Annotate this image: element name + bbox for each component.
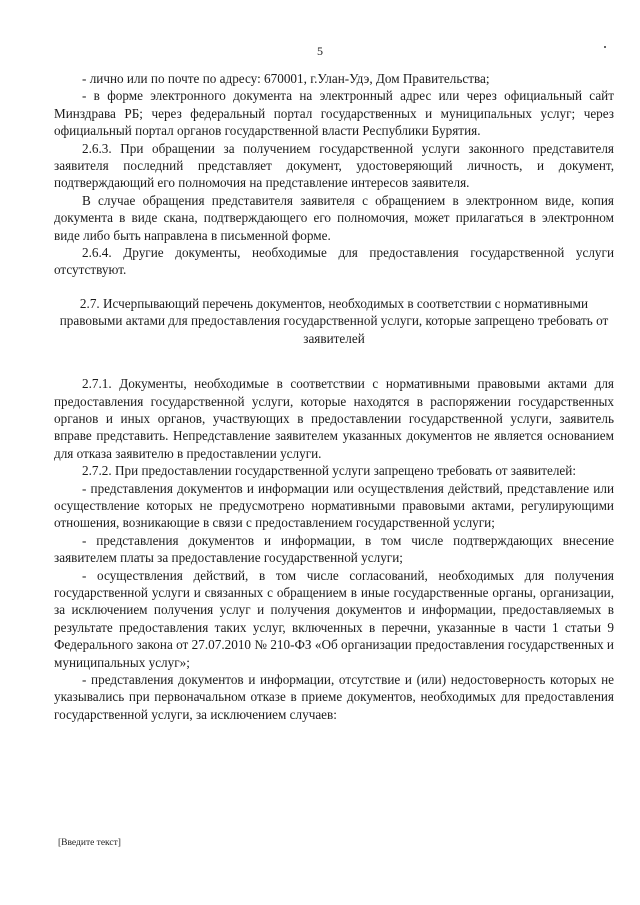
document-body [54, 70, 614, 723]
paragraph-2-7-1: 2.7.1. Документы, необходимые в соответствии с нормативными правовыми актами для предоставления государственной услуги, которые находятся в распоряжении государственных органов и иных органов, участвующих в предоставлении государственной услуги, заявитель вправе представить. Непредставление заявителем указанных документов не является основанием для отказа заявителю в предоставлении услуги. [54, 376, 614, 461]
list-item-prohibited-1: - представления документов и информации или осуществления действий, представление или осуществление которых не предусмотрено нормативными правовыми актами, регулирующими отношения, возникающие в связи с предоставлением государственной услуги; [54, 480, 614, 531]
list-item-prohibited-4: - представления документов и информации, отсутствие и (или) недостоверность которых не указывались при первоначальном отказе в приеме документов, необходимых для предоставления государственной услуги, за исключением случаев: [54, 672, 614, 722]
paragraph-2-6-4: 2.6.4. Другие документы, необходимые для предоставления государственной услуги отсутствуют. [54, 245, 614, 278]
page-number: 5 [317, 44, 323, 58]
paragraph-2-6-3: 2.6.3. При обращении за получением государственной услуги законного представителя заявителя последний представляет документ, удостоверяющий личность, и документ, подтверждающий его полномочия на представление интересов заявителя. [54, 140, 614, 191]
footer-placeholder-text: [Введите текст] [58, 838, 121, 848]
section-heading-2-7: 2.7. Исчерпывающий перечень документов, необходимых в соответствии с нормативными правовыми актами для предоставления государственной услуги, которые запрещено требовать от заявителей [59, 295, 609, 346]
paragraph-delivery-electronic: - в форме электронного документа на электронный адрес или через официальный сайт Минздрава РБ; через федеральный портал государственных и муниципальных услуг; через официальный портал органов государственной власти Республики Бурятия. [54, 88, 614, 139]
scan-dot-mark [604, 46, 606, 48]
spacer [54, 347, 614, 375]
list-item-prohibited-3: - осуществления действий, в том числе согласований, необходимых для получения государственной услуги и связанных с обращением в иные государственные органы, организации, за исключением получения услуг и получения документов и информации, предоставляемых в результате предоставления таких услуг, включенных в перечни, указанные в части 1 статьи 9 Федерального закона от 27.07.2010 № 210-ФЗ «Об организации предоставления государственных и муниципальных услуг»; [54, 567, 614, 670]
paragraph-2-7-2: 2.7.2. При предоставлении государственной услуги запрещено требовать от заявителей: [82, 463, 576, 479]
paragraph-delivery-by-mail: - лично или по почте по адресу: 670001, г.Улан-Удэ, Дом Правительства; [82, 71, 490, 86]
paragraph-electronic-representative: В случае обращения представителя заявителя с обращением в электронном виде, копия документа в виде скана, подтверждающего его полномочия, может прилагаться в электронном виде либо быть направлена в письменной форме. [54, 192, 614, 243]
list-item-prohibited-2: - представления документов и информации, в том числе подтверждающих внесение заявителем платы за предоставление государственной услуги; [54, 532, 614, 566]
